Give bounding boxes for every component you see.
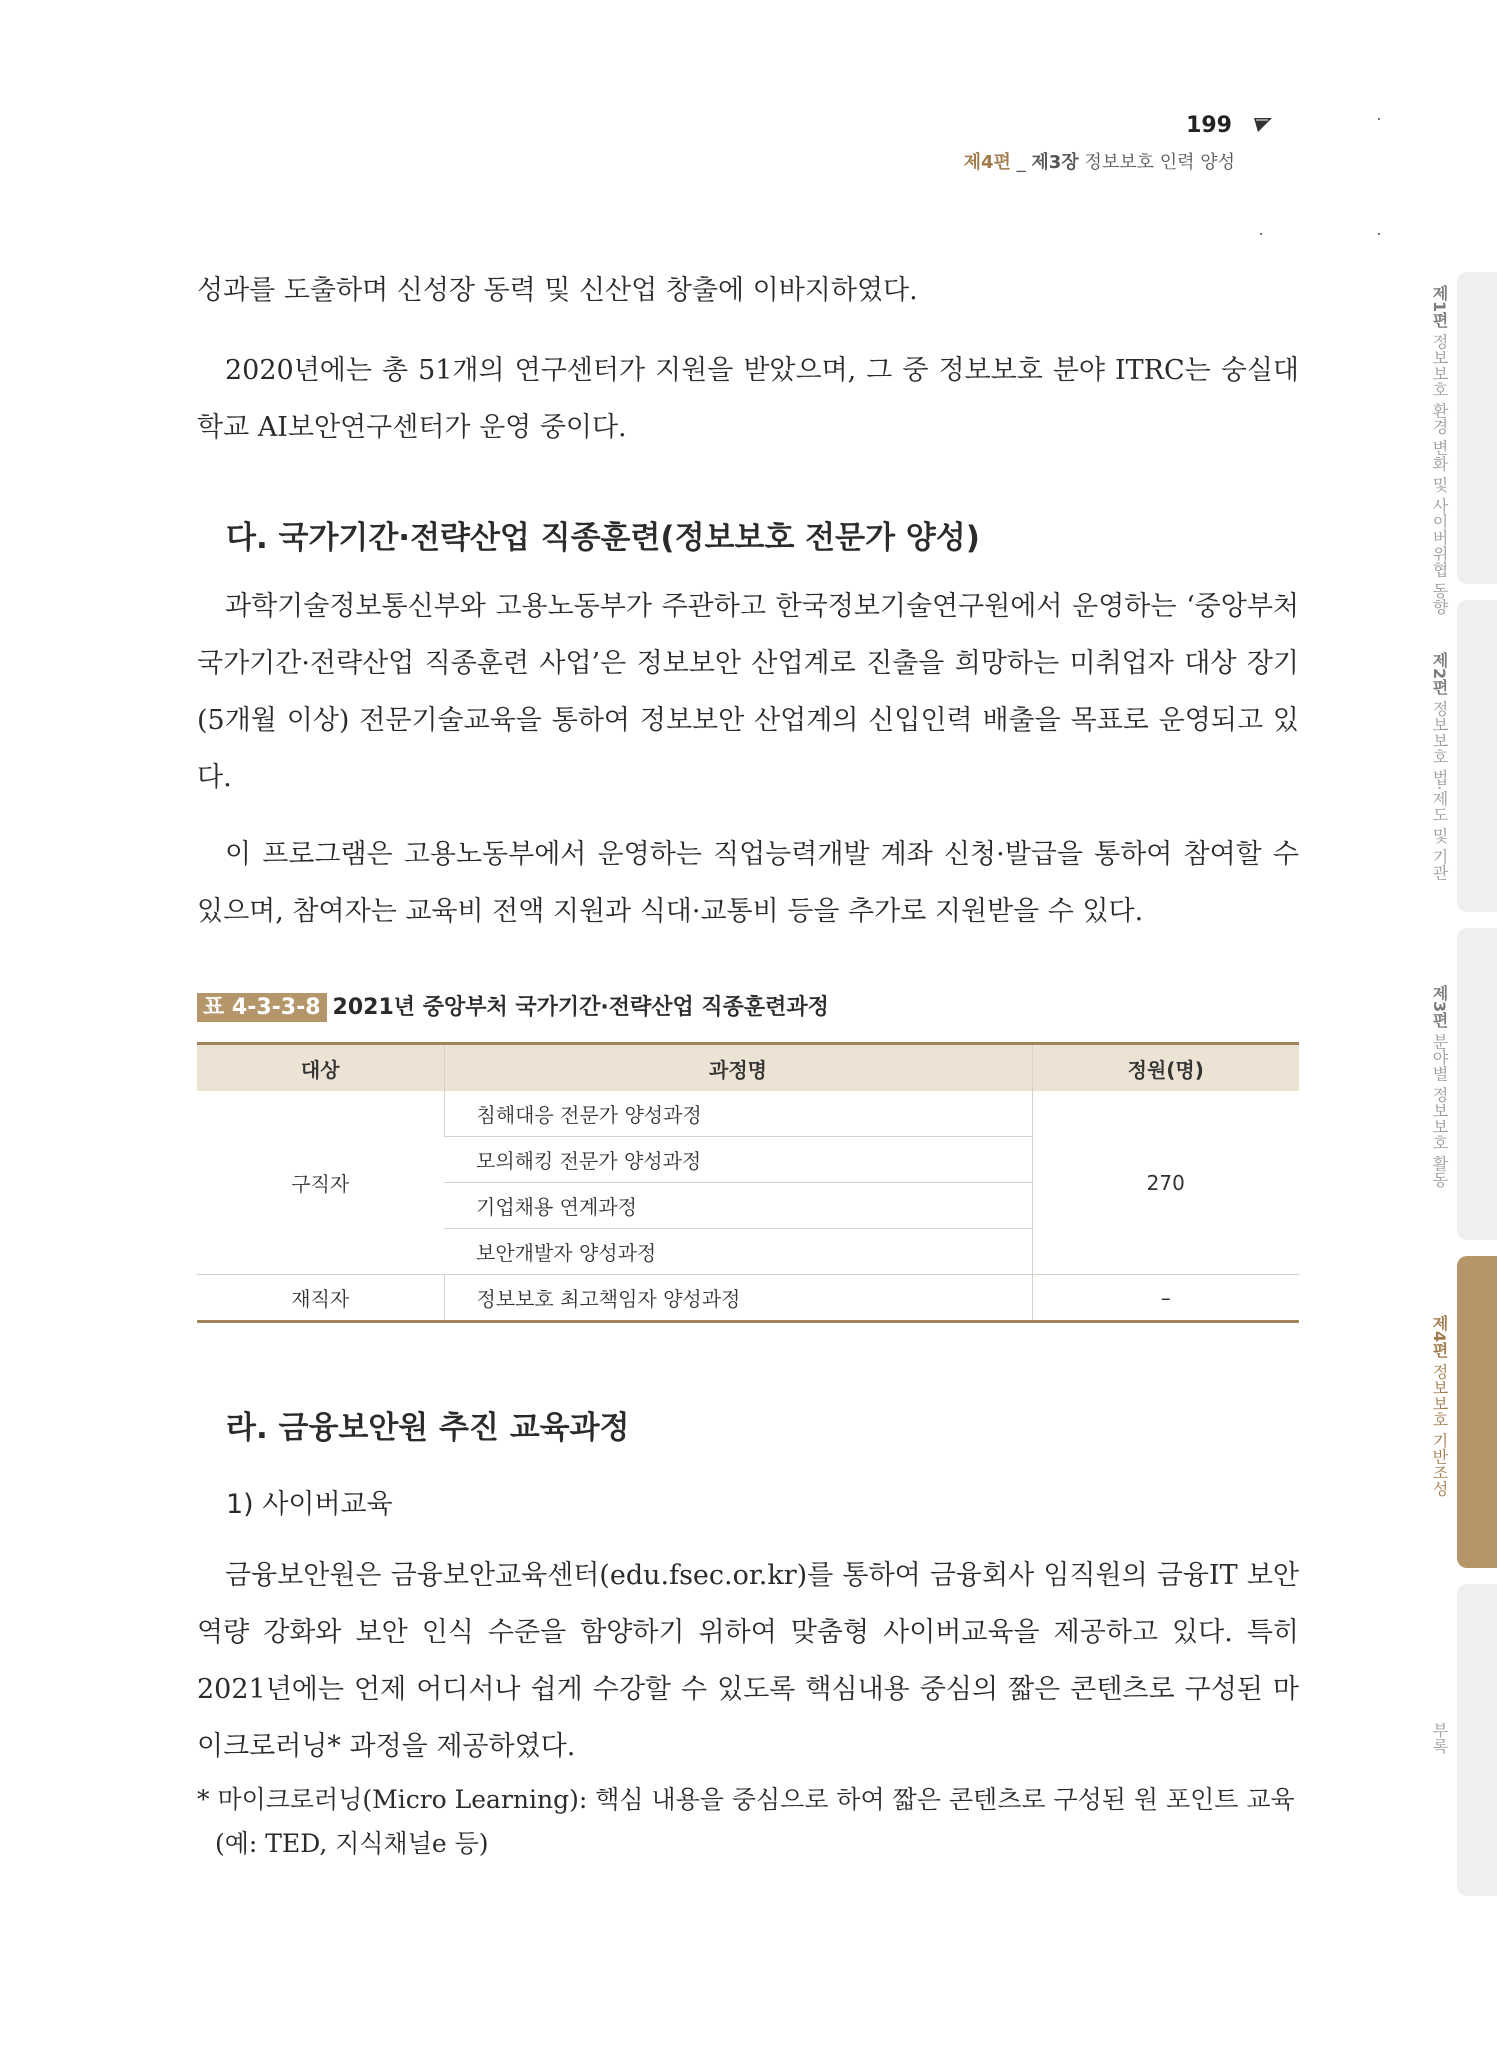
page-number: 199 [1186,113,1232,138]
side-tab-part4-active[interactable] [1457,1256,1497,1568]
footnote-line: * 마이크로러닝(Micro Learning): 핵심 내용을 중심으로 하여 짧은 콘텐츠로 구성된 원 포인트 교육 [197,1785,1295,1814]
column-header: 과정명 [444,1044,1032,1092]
course-cell: 기업채용 연계과정 [444,1183,1032,1229]
training-course-table [197,1042,1299,1323]
page-corner-mark-icon [1254,118,1272,132]
table-header-row [197,1044,1299,1092]
running-header [964,148,1235,174]
footnote-line: (예: TED, 지식채널e 등) [215,1829,489,1858]
header-chapter: 제3장 [1031,152,1079,173]
capacity-cell: – [1032,1275,1299,1322]
side-tab-part2[interactable] [1457,600,1497,912]
table-badge: 표 4-3-3-8 [197,993,327,1022]
side-tab-part3[interactable] [1457,928,1497,1240]
target-cell: 구직자 [197,1091,444,1275]
side-tab-label: 제1편 정보보호 환경 변화 및 사이버위협 동향 [1430,285,1449,615]
section-heading: 다. 국가기간·전략산업 직종훈련(정보보호 전문가 양성) [226,520,980,556]
table-title: 2021년 중앙부처 국가기간·전략산업 직종훈련과정 [332,995,829,1020]
subsection-heading: 1) 사이버교육 [226,1489,393,1520]
column-header: 정원(명) [1032,1044,1299,1092]
header-separator: _ [1010,152,1032,173]
column-header: 대상 [197,1044,444,1092]
table-row [197,1275,1299,1322]
paragraph: 이 프로그램은 고용노동부에서 운영하는 직업능력개발 계좌 신청·발급을 통하여 참여할 수 있으며, 참여자는 교육비 전액 지원과 식대·교통비 등을 추가로 지원받을 수 있다. [197,839,1299,927]
side-tab-label: 제2편 정보보호 법·제도 및 기관 [1430,652,1449,881]
course-cell: 정보보호 최고책임자 양성과정 [444,1275,1032,1322]
header-chapter-title: 정보보호 인력 양성 [1084,152,1235,173]
paragraph: 성과를 도출하며 신성장 동력 및 신산업 창출에 이바지하였다. [197,275,918,306]
paragraph: 과학기술정보통신부와 고용노동부가 주관하고 한국정보기술연구원에서 운영하는 ‘중앙부처 국가기간·전략산업 직종훈련 사업’은 정보보안 산업계로 진출을 희망하는 미취업자 대상 장기(5개월 이상) 전문기술교육을 통하여 정보보안 산업계의 신입인력 배출을 목표로 운영되고 있다. [197,591,1299,793]
section-heading: 라. 금융보안원 추진 교육과정 [226,1410,630,1446]
paragraph: 금융보안원은 금융보안교육센터(edu.fsec.or.kr)를 통하여 금융회사 임직원의 금융IT 보안역량 강화와 보안 인식 수준을 함양하기 위하여 맞춤형 사이버교육을 제공하고 있다. 특히 2021년에는 언제 어디서나 쉽게 수강할 수 있도록 핵심내용 중심의 짧은 콘텐츠로 구성된 마이크로러닝* 과정을 제공하였다. [197,1560,1299,1762]
crop-mark [1378,118,1380,120]
footnote [197,1778,1299,1866]
side-tab-label: 제4편 정보보호 기반조성 [1430,1315,1449,1497]
table-row [197,1091,1299,1137]
course-cell: 모의해킹 전문가 양성과정 [444,1137,1032,1183]
header-part: 제4편 [963,152,1011,173]
target-cell: 재직자 [197,1275,444,1322]
paragraph: 2020년에는 총 51개의 연구센터가 지원을 받았으며, 그 중 정보보호 분야 ITRC는 숭실대학교 AI보안연구센터가 운영 중이다. [197,355,1299,443]
crop-mark [1378,233,1380,235]
side-tab-label: 제3편 분야별 정보보호 활동 [1430,985,1449,1188]
course-cell: 침해대응 전문가 양성과정 [444,1091,1032,1137]
capacity-cell: 270 [1032,1091,1299,1275]
side-tab-appendix[interactable] [1457,1584,1497,1896]
crop-mark [1260,233,1262,235]
course-cell: 보안개발자 양성과정 [444,1229,1032,1275]
table-caption [197,990,829,1021]
side-tab-part1[interactable] [1457,272,1497,584]
side-tab-label: 부록 [1430,1722,1449,1754]
